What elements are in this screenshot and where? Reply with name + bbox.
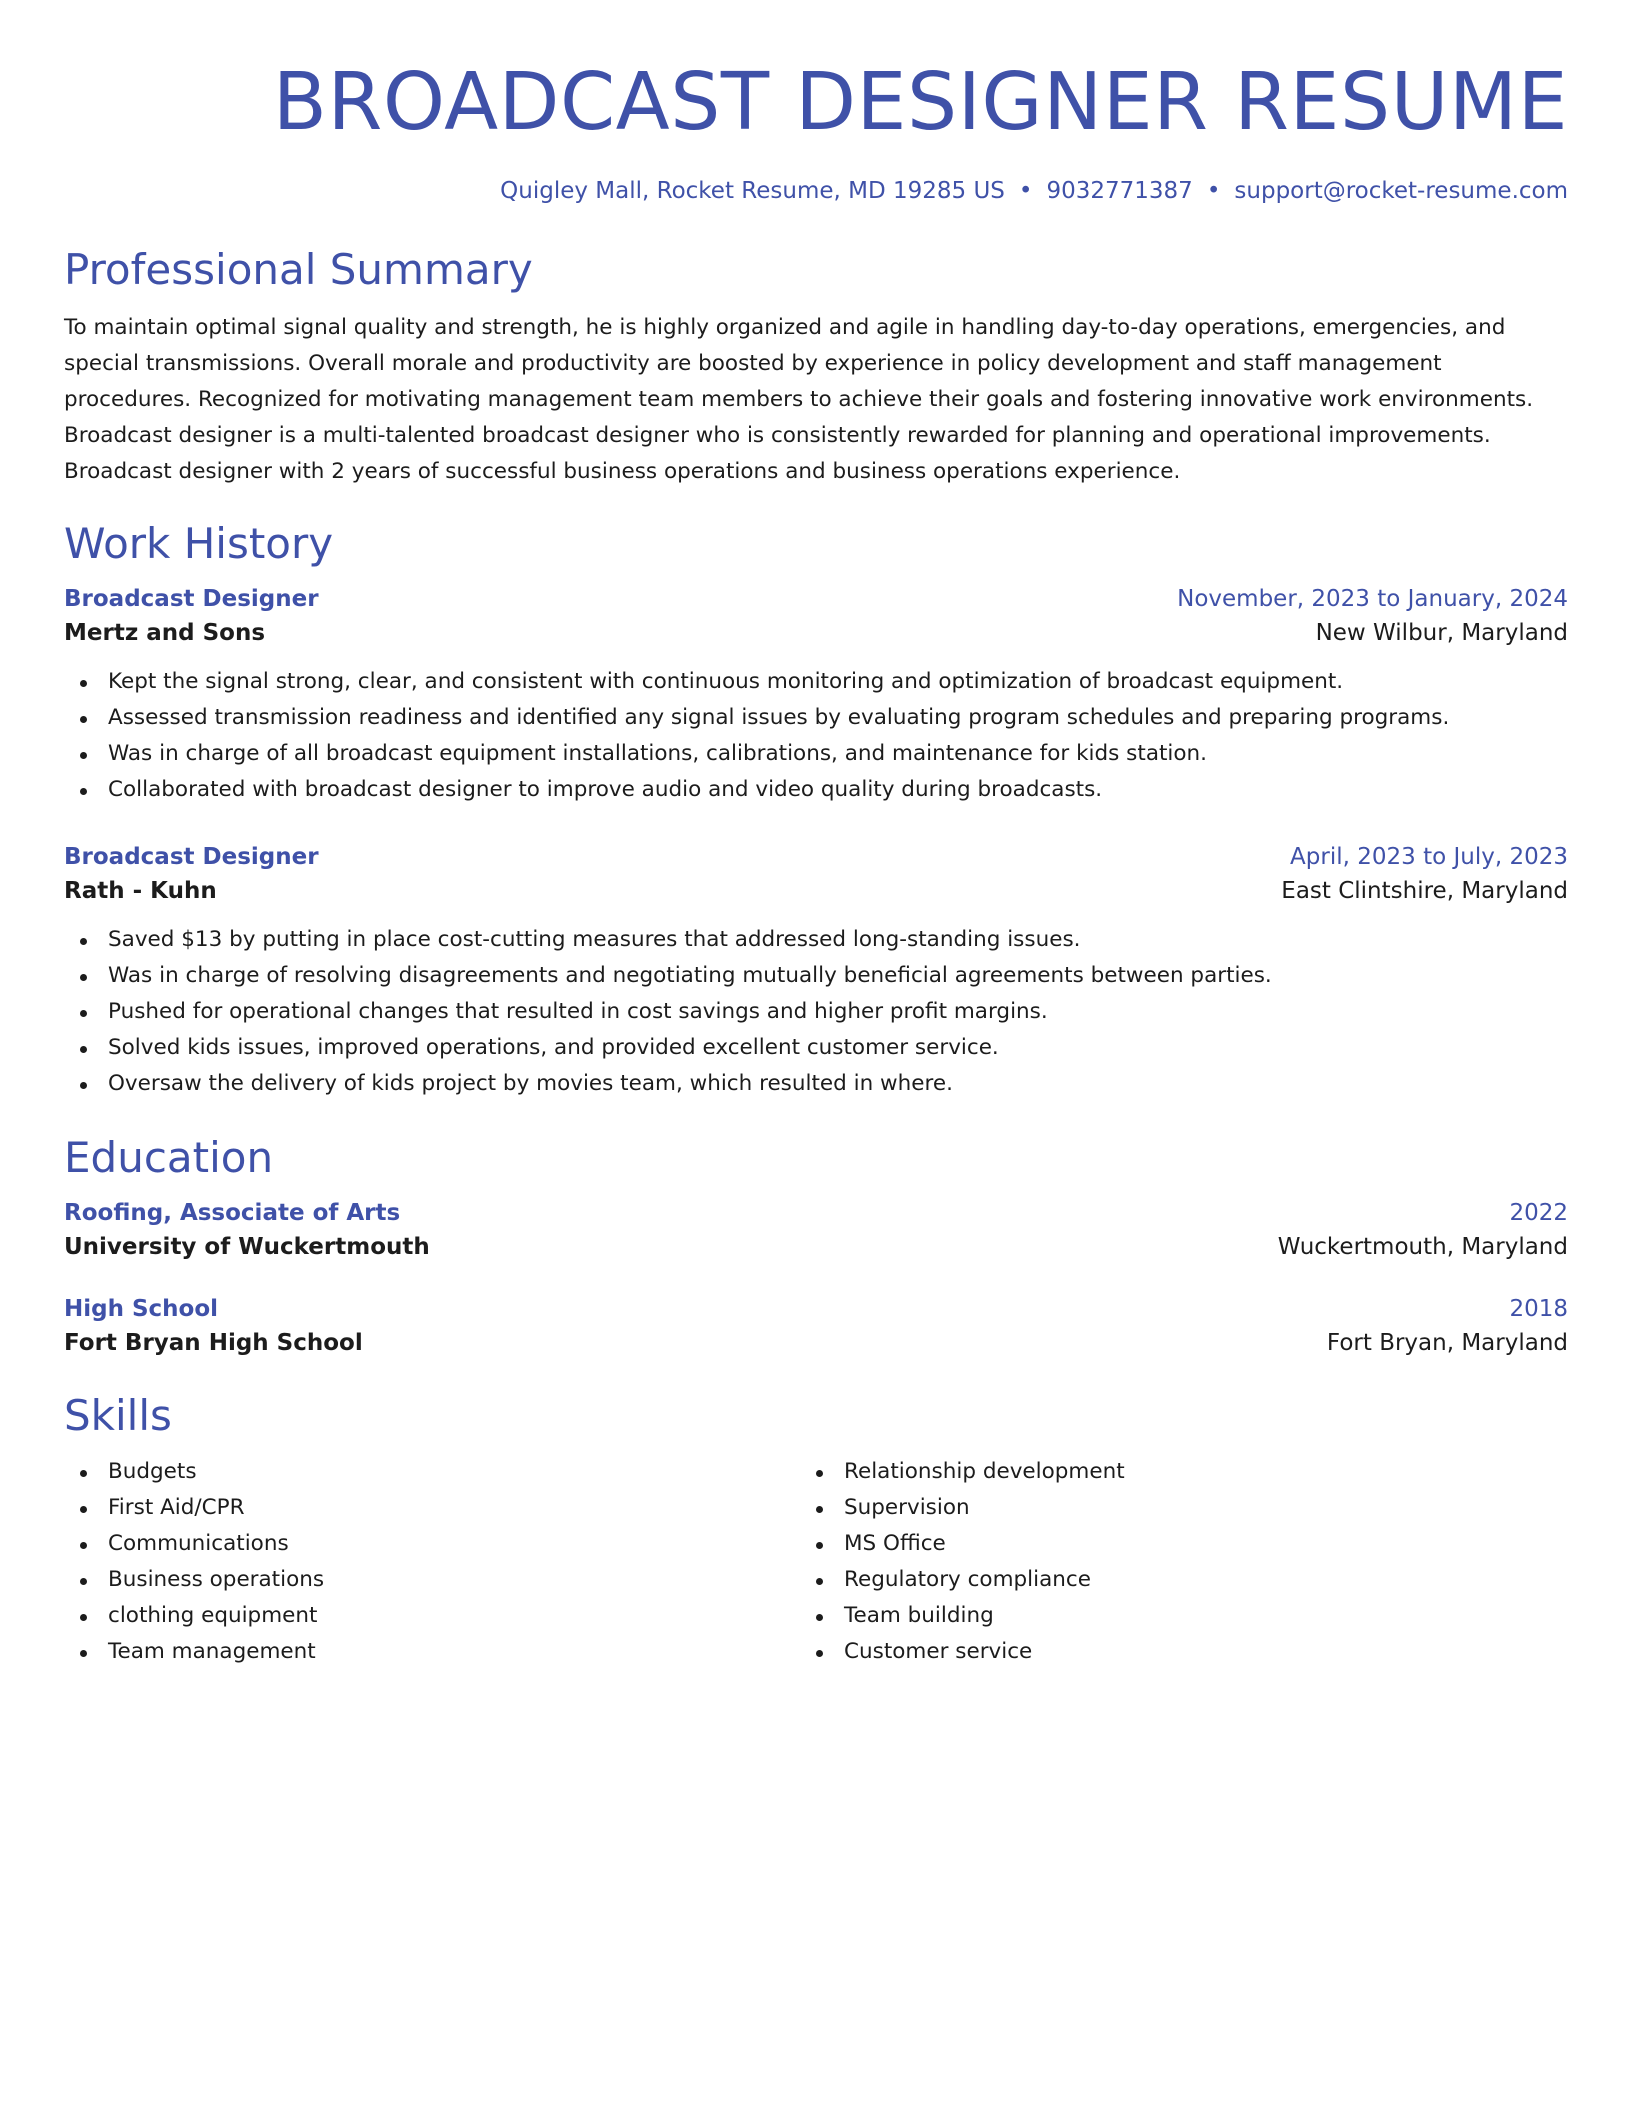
- contact-separator: •: [1018, 178, 1033, 204]
- job-entry: [64, 840, 1568, 1102]
- skills-bullets: [64, 1454, 800, 1670]
- skill-item: MS Office: [800, 1526, 1536, 1562]
- contact-phone: 9032771387: [1046, 178, 1193, 204]
- skills-bullets: [800, 1454, 1536, 1670]
- education-entry: [64, 1292, 1568, 1360]
- skills-list: [64, 1454, 1568, 1670]
- job-company-row: [64, 616, 1568, 650]
- skill-item: Business operations: [64, 1562, 800, 1598]
- education-year: 2022: [1509, 1200, 1568, 1226]
- job-bullet: Was in charge of all broadcast equipment installations, calibrations, and maintenance for kids station.: [64, 736, 1568, 772]
- skills-heading: Skills: [64, 1391, 172, 1440]
- skill-item: clothing equipment: [64, 1598, 800, 1634]
- education-school: Fort Bryan High School: [64, 1330, 363, 1356]
- contact-address: Quigley Mall, Rocket Resume, MD 19285 US: [500, 178, 1005, 204]
- job-company-row: [64, 874, 1568, 908]
- education-location: Wuckertmouth, Maryland: [1277, 1234, 1568, 1260]
- job-dates: November, 2023 to January, 2024: [1177, 586, 1568, 612]
- contact-line: [64, 174, 1568, 208]
- education-heading: Education: [64, 1133, 274, 1182]
- job-entry: [64, 582, 1568, 808]
- skill-item: Team management: [64, 1634, 800, 1670]
- job-bullet: Kept the signal strong, clear, and consistent with continuous monitoring and optimization of broadcast equipment.: [64, 664, 1568, 700]
- job-title: Broadcast Designer: [64, 844, 319, 870]
- education-location: Fort Bryan, Maryland: [1326, 1330, 1568, 1356]
- job-dates: April, 2023 to July, 2023: [1290, 844, 1568, 870]
- job-bullet: Was in charge of resolving disagreements and negotiating mutually beneficial agreements between parties.: [64, 958, 1568, 994]
- job-company: Mertz and Sons: [64, 620, 266, 646]
- skill-item: Customer service: [800, 1634, 1536, 1670]
- job-bullet: Collaborated with broadcast designer to improve audio and video quality during broadcasts.: [64, 772, 1568, 808]
- education-year: 2018: [1509, 1296, 1568, 1322]
- job-company: Rath - Kuhn: [64, 878, 217, 904]
- skill-item: Supervision: [800, 1490, 1536, 1526]
- contact-separator: •: [1206, 178, 1221, 204]
- work-history-heading: Work History: [64, 519, 334, 568]
- job-bullet: Pushed for operational changes that resulted in cost savings and higher profit margins.: [64, 994, 1568, 1030]
- education-degree-row: [64, 1196, 1568, 1230]
- skill-item: Communications: [64, 1526, 800, 1562]
- job-bullets: [64, 664, 1568, 808]
- job-location: East Clintshire, Maryland: [1281, 878, 1568, 904]
- skills-column-right: [800, 1454, 1536, 1670]
- skills-column-left: [64, 1454, 800, 1670]
- skill-item: Budgets: [64, 1454, 800, 1490]
- summary-text: To maintain optimal signal quality and strength, he is highly organized and agile in handling day-to-day operations, emergencies, and special transmissions. Overall morale and productivity are boosted by experience in policy development and staff management procedures. Recognized for motivating management team members to achieve their goals and fostering innovative work environments. Broadcast designer is a multi-talented broadcast designer who is consistently rewarded for planning and operational improvements. Broadcast designer with 2 years of successful business operations and business operations experience.: [64, 315, 1534, 484]
- skill-item: Regulatory compliance: [800, 1562, 1536, 1598]
- education-school-row: [64, 1326, 1568, 1360]
- job-bullet: Assessed transmission readiness and identified any signal issues by evaluating program schedules and preparing programs.: [64, 700, 1568, 736]
- education-school-row: [64, 1230, 1568, 1264]
- education-degree: High School: [64, 1296, 219, 1322]
- summary-heading: Professional Summary: [64, 245, 533, 294]
- job-title-row: [64, 840, 1568, 874]
- skill-item: Team building: [800, 1598, 1536, 1634]
- job-bullet: Solved kids issues, improved operations, and provided excellent customer service.: [64, 1030, 1568, 1066]
- education-degree-row: [64, 1292, 1568, 1326]
- contact-email: support@rocket-resume.com: [1234, 178, 1568, 204]
- job-location: New Wilbur, Maryland: [1315, 620, 1568, 646]
- job-bullets: [64, 922, 1568, 1102]
- education-entry: [64, 1196, 1568, 1264]
- job-bullet: Saved $13 by putting in place cost-cutting measures that addressed long-standing issues.: [64, 922, 1568, 958]
- skill-item: Relationship development: [800, 1454, 1536, 1490]
- skill-item: First Aid/CPR: [64, 1490, 800, 1526]
- job-title-row: [64, 582, 1568, 616]
- education-degree: Roofing, Associate of Arts: [64, 1200, 401, 1226]
- job-title: Broadcast Designer: [64, 586, 319, 612]
- job-bullet: Oversaw the delivery of kids project by movies team, which resulted in where.: [64, 1066, 1568, 1102]
- education-school: University of Wuckertmouth: [64, 1234, 430, 1260]
- resume-title: BROADCAST DESIGNER RESUME: [272, 56, 1568, 148]
